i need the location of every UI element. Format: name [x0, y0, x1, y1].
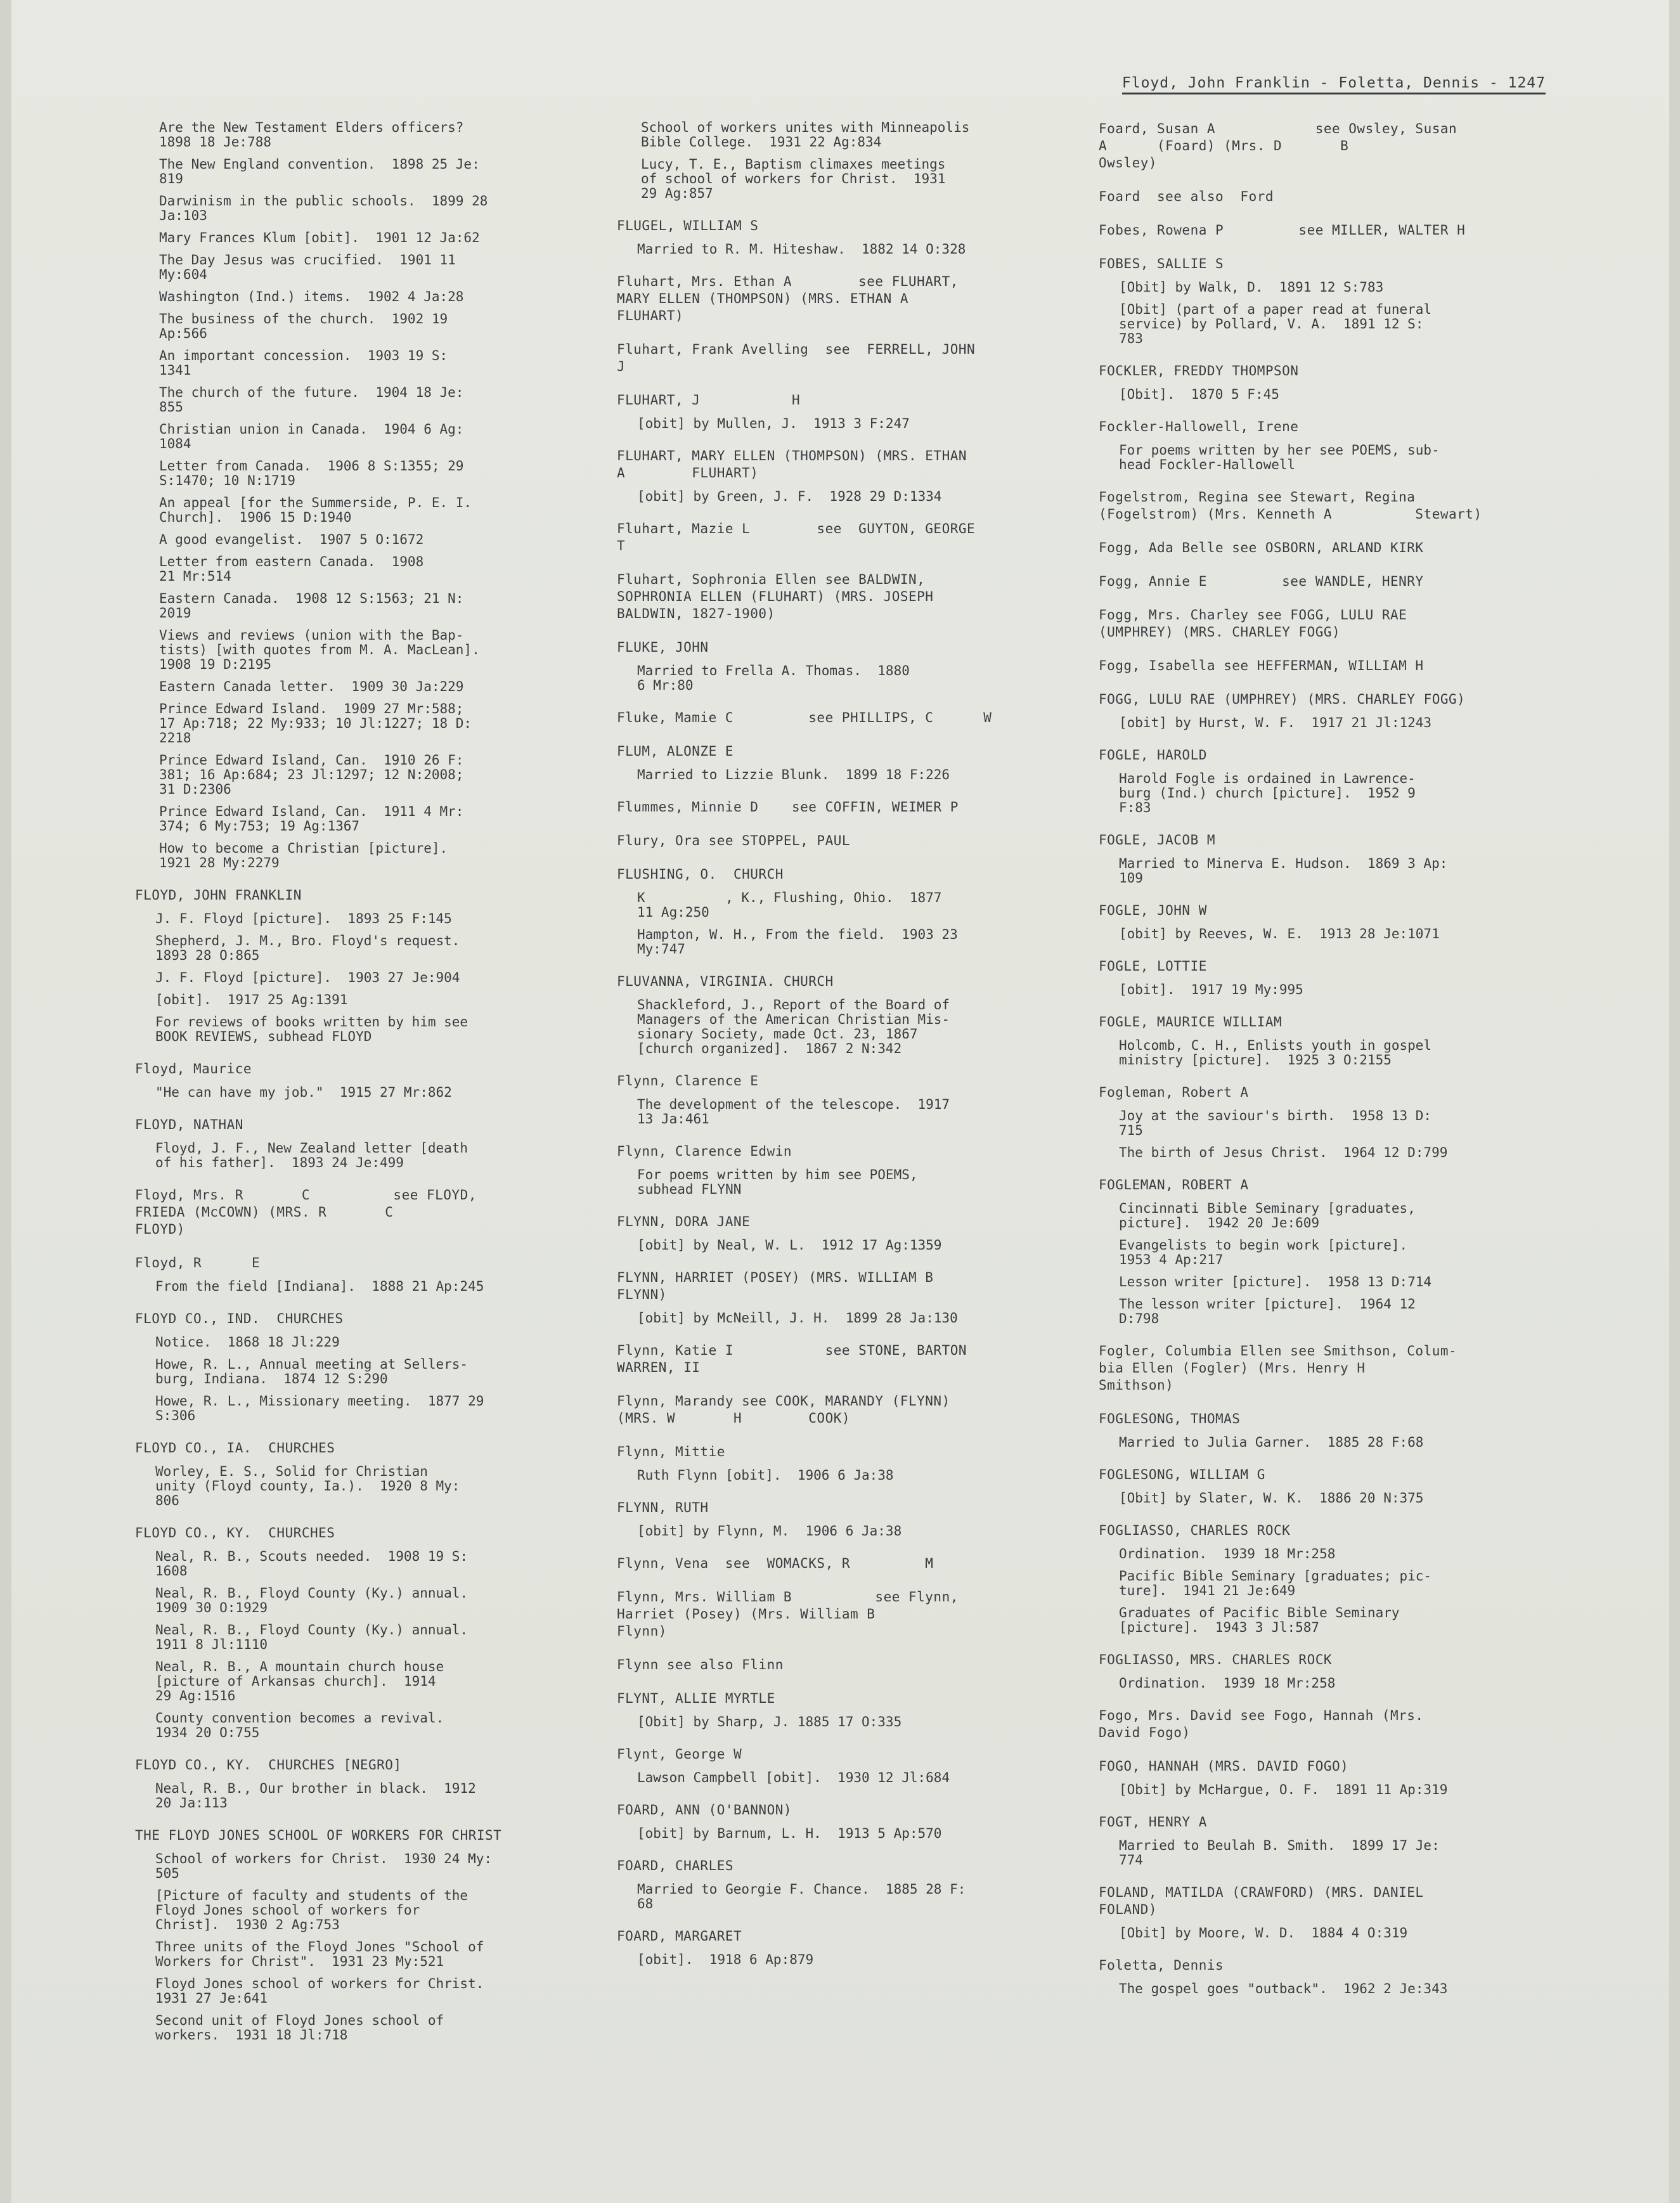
entry-citation: [obit] by Reeves, W. E. 1913 28 Je:1071 — [1119, 926, 1440, 941]
index-entry — [617, 1555, 1080, 1572]
entry-heading: Fogg, Mrs. Charley see FOGG, LULU RAE (UMPHREY) (MRS. CHARLEY FOGG) — [1099, 607, 1407, 640]
entry-citation: Mary Frances Klum [obit]. 1901 12 Ja:62 — [159, 230, 480, 245]
entry-heading: Fogler, Columbia Ellen see Smithson, Colum- bia Ellen (Fogler) (Mrs. Henry H Smithson) — [1099, 1343, 1457, 1393]
index-entry — [1099, 1884, 1555, 1941]
entry-citation: Joy at the saviour's birth. 1958 13 D: 715 — [1119, 1108, 1432, 1138]
entry-heading: Fluhart, Frank Avelling see FERRELL, JOHN J — [617, 342, 976, 374]
index-entry — [135, 1255, 566, 1294]
index-entry — [1099, 691, 1555, 730]
entry-heading: FLOYD CO., KY. CHURCHES — [135, 1525, 335, 1541]
entry-heading: Fluke, Mamie C see PHILLIPS, C W — [617, 710, 992, 725]
entry-citation: Harold Fogle is ordained in Lawrence- burg (Ind.) church [picture]. 1952 9 F:83 — [1119, 771, 1416, 815]
entry-citation: "He can have my job." 1915 27 Mr:862 — [155, 1085, 452, 1100]
index-entry — [1099, 657, 1555, 675]
entry-heading: Fockler-Hallowell, Irene — [1099, 419, 1299, 434]
entry-citation: [Obit] by Walk, D. 1891 12 S:783 — [1119, 280, 1384, 295]
entry-heading: FLUKE, JOHN — [617, 640, 709, 655]
entry-citation: [obit] by McNeill, J. H. 1899 28 Ja:130 — [637, 1310, 958, 1326]
entry-citation: [Obit] by Sharp, J. 1885 17 O:335 — [637, 1714, 902, 1729]
entry-citation: Evangelists to begin work [picture]. 1953 4 Ap:217 — [1119, 1237, 1408, 1267]
index-entry — [135, 1827, 566, 2043]
entry-heading: FLOYD, NATHAN — [135, 1117, 243, 1132]
entry-citation: The New England convention. 1898 25 Je: 819 — [159, 157, 480, 186]
index-entry — [1099, 120, 1555, 172]
entry-heading: FOARD, ANN (O'BANNON) — [617, 1802, 792, 1818]
entry-citation: Lawson Campbell [obit]. 1930 12 Jl:684 — [637, 1770, 950, 1785]
index-entry — [1099, 1411, 1555, 1450]
entry-citation: [Obit]. 1870 5 F:45 — [1119, 387, 1279, 402]
entry-citation: Howe, R. L., Missionary meeting. 1877 29 S:306 — [155, 1393, 484, 1423]
index-entry — [1099, 1084, 1555, 1160]
entry-citation: From the field [Indiana]. 1888 21 Ap:245 — [155, 1279, 484, 1294]
index-entry — [1099, 1651, 1555, 1691]
entry-citation: Married to Frella A. Thomas. 1880 6 Mr:80 — [637, 663, 910, 693]
entry-citation: Worley, E. S., Solid for Christian unity (Floyd county, Ia.). 1920 8 My: 806 — [155, 1464, 460, 1508]
entry-heading: FOARD, MARGARET — [617, 1928, 742, 1944]
index-entry — [617, 273, 1080, 325]
entry-heading: FOGLE, LOTTIE — [1099, 959, 1207, 974]
entry-heading: FLUGEL, WILLIAM S — [617, 218, 759, 233]
entry-citation: Letter from Canada. 1906 8 S:1355; 29 S:1470; 10 N:1719 — [159, 458, 464, 488]
entry-citation: J. F. Floyd [picture]. 1903 27 Je:904 — [155, 970, 460, 985]
entry-citation: Are the New Testament Elders officers? 1898 18 Je:788 — [159, 120, 464, 150]
entry-citation: [obit] by Flynn, M. 1906 6 Ja:38 — [637, 1523, 902, 1539]
index-entry — [617, 1657, 1080, 1674]
index-entry — [1099, 539, 1555, 557]
entry-heading: FLOYD, JOHN FRANKLIN — [135, 888, 302, 903]
index-entry — [135, 1440, 566, 1508]
entry-citation: Neal, R. B., A mountain church house [picture of Arkansas church]. 1914 29 Ag:1516 — [155, 1659, 444, 1703]
entry-citation: Married to Georgie F. Chance. 1885 28 F: 68 — [637, 1882, 966, 1911]
entry-citation: [Obit] by Slater, W. K. 1886 20 N:375 — [1119, 1490, 1424, 1506]
entry-citation: [Obit] by McHargue, O. F. 1891 11 Ap:319 — [1119, 1782, 1448, 1797]
column-2 — [617, 120, 1080, 1984]
entry-heading: FOGLESONG, WILLIAM G — [1099, 1467, 1265, 1482]
entry-heading: Fluhart, Sophronia Ellen see BALDWIN, SOPHRONIA ELLEN (FLUHART) (MRS. JOSEPH BALDWIN, 1827-1900) — [617, 572, 934, 621]
entry-heading: FLOYD CO., IA. CHURCHES — [135, 1440, 335, 1456]
entry-citation: A good evangelist. 1907 5 O:1672 — [159, 532, 424, 547]
index-entry — [135, 1187, 566, 1238]
entry-citation: For poems written by him see POEMS, subhead FLYNN — [637, 1167, 918, 1197]
entry-citation: Married to Beulah B. Smith. 1899 17 Je: 774 — [1119, 1838, 1440, 1868]
index-entry — [135, 120, 566, 870]
entry-citation: Christian union in Canada. 1904 6 Ag: 1084 — [159, 422, 464, 451]
entry-citation: [obit] by Hurst, W. F. 1917 21 Jl:1243 — [1119, 715, 1432, 730]
entry-heading: Floyd, R E — [135, 1255, 261, 1270]
entry-citation: Lesson writer [picture]. 1958 13 D:714 — [1119, 1274, 1432, 1289]
entry-citation: [obit] by Neal, W. L. 1912 17 Ag:1359 — [637, 1237, 942, 1253]
entry-citation: Eastern Canada. 1908 12 S:1563; 21 N: 2019 — [159, 591, 464, 621]
index-entry — [1099, 958, 1555, 997]
entry-citation: Neal, R. B., Floyd County (Ky.) annual. 1909 30 O:1929 — [155, 1586, 468, 1615]
index-entry — [135, 1310, 566, 1423]
index-entry — [617, 709, 1080, 727]
entry-heading: Flynn, Marandy see COOK, MARANDY (FLYNN) (MRS. W H COOK) — [617, 1393, 950, 1426]
index-entry — [617, 341, 1080, 375]
page-header: Floyd, John Franklin - Foletta, Dennis - 1247 — [1122, 75, 1546, 94]
index-entry — [617, 448, 1080, 504]
entry-citation: The business of the church. 1902 19 Ap:566 — [159, 311, 448, 341]
entry-heading: Fogg, Ada Belle see OSBORN, ARLAND KIRK — [1099, 540, 1424, 555]
entry-citation: School of workers for Christ. 1930 24 My: 505 — [155, 1851, 493, 1881]
entry-citation: Ruth Flynn [obit]. 1906 6 Ja:38 — [637, 1468, 894, 1483]
index-entry — [617, 520, 1080, 555]
entry-heading: Flynn see also Flinn — [617, 1657, 784, 1672]
index-entry — [617, 743, 1080, 782]
entry-heading: Flynt, George W — [617, 1747, 742, 1762]
entry-citation: [obit] by Green, J. F. 1928 29 D:1334 — [637, 489, 942, 504]
entry-citation: [Picture of faculty and students of the Floyd Jones school of workers for Christ]. 1930 2 Ag:753 — [155, 1888, 468, 1932]
entry-heading: Flynn, Katie I see STONE, BARTON WARREN, II — [617, 1343, 967, 1375]
entry-citation: [obit]. 1917 19 My:995 — [1119, 982, 1303, 997]
entry-heading: FOGLEMAN, ROBERT A — [1099, 1177, 1249, 1192]
entry-citation: The church of the future. 1904 18 Je: 855 — [159, 385, 464, 415]
index-entry — [1099, 222, 1555, 239]
index-entry — [617, 120, 1080, 201]
entry-heading: Fogelstrom, Regina see Stewart, Regina (Fogelstrom) (Mrs. Kenneth A Stewart) — [1099, 489, 1482, 522]
entry-citation: [Obit] by Moore, W. D. 1884 4 O:319 — [1119, 1925, 1408, 1941]
entry-citation: Shepherd, J. M., Bro. Floyd's request. 1893 28 O:865 — [155, 933, 460, 963]
index-entry — [617, 1393, 1080, 1427]
entry-citation: Washington (Ind.) items. 1902 4 Ja:28 — [159, 289, 464, 304]
entry-citation: County convention becomes a revival. 1934 20 O:755 — [155, 1710, 444, 1740]
index-entry — [617, 1746, 1080, 1785]
entry-citation: Prince Edward Island. 1909 27 Mr:588; 17 Ap:718; 22 My:933; 10 Jl:1227; 18 D: 2218 — [159, 701, 472, 746]
index-entry — [1099, 1522, 1555, 1635]
entry-citation: Pacific Bible Seminary [graduates; pic- ture]. 1941 21 Je:649 — [1119, 1568, 1432, 1598]
index-entry — [617, 1802, 1080, 1841]
entry-citation: Hampton, W. H., From the field. 1903 23 My:747 — [637, 927, 958, 957]
entry-heading: FLOYD CO., IND. CHURCHES — [135, 1311, 344, 1326]
entry-heading: FOGLIASSO, CHARLES ROCK — [1099, 1523, 1291, 1538]
index-entry — [617, 1073, 1080, 1127]
entry-citation: For poems written by her see POEMS, sub- head Fockler-Hallowell — [1119, 443, 1440, 472]
index-entry — [1099, 1343, 1555, 1394]
entry-heading: FOGLE, JOHN W — [1099, 903, 1207, 918]
entry-heading: FLUVANNA, VIRGINIA. CHURCH — [617, 974, 834, 989]
entry-citation: Floyd Jones school of workers for Christ. 1931 27 Je:641 — [155, 1976, 484, 2006]
index-entry — [617, 1269, 1080, 1326]
index-entry — [617, 1499, 1080, 1539]
index-entry — [1099, 363, 1555, 402]
index-entry — [617, 973, 1080, 1056]
index-entry — [135, 1525, 566, 1740]
index-entry — [1099, 1014, 1555, 1068]
entry-citation: An appeal [for the Summerside, P. E. I. Church]. 1906 15 D:1940 — [159, 495, 472, 525]
entry-citation: An important concession. 1903 19 S: 1341 — [159, 348, 448, 378]
entry-citation: Shackleford, J., Report of the Board of Managers of the American Christian Mis- sionary Society, made Oct. 23, 1867 [church organized]. 1867 2 N:342 — [637, 997, 950, 1056]
index-entry — [617, 832, 1080, 850]
index-entry — [1099, 1758, 1555, 1797]
entry-citation: Lucy, T. E., Baptism climaxes meetings of school of workers for Christ. 1931 29 Ag:857 — [641, 157, 946, 201]
entry-citation: The development of the telescope. 1917 13 Ja:461 — [637, 1097, 950, 1127]
index-entry — [617, 1444, 1080, 1483]
entry-citation: [obit]. 1917 25 Ag:1391 — [155, 992, 348, 1007]
entry-citation: Ordination. 1939 18 Mr:258 — [1119, 1546, 1336, 1561]
entry-citation: Ordination. 1939 18 Mr:258 — [1119, 1676, 1336, 1691]
entry-citation: School of workers unites with Minneapolis Bible College. 1931 22 Ag:834 — [641, 120, 970, 150]
entry-citation: Married to R. M. Hiteshaw. 1882 14 O:328 — [637, 242, 966, 257]
index-entry — [617, 866, 1080, 957]
entry-citation: Prince Edward Island, Can. 1910 26 F: 381; 16 Ap:684; 23 Jl:1297; 12 N:2008; 31 D:2306 — [159, 753, 464, 797]
column-3 — [1099, 120, 1555, 2013]
entry-citation: The Day Jesus was crucified. 1901 11 My:604 — [159, 252, 456, 282]
index-entry — [135, 1757, 566, 1811]
entry-heading: FOGT, HENRY A — [1099, 1814, 1207, 1830]
entry-heading: FOGLESONG, THOMAS — [1099, 1411, 1241, 1426]
index-entry — [135, 1061, 566, 1100]
entry-heading: FLYNN, HARRIET (POSEY) (MRS. WILLIAM B FLYNN) — [617, 1270, 934, 1302]
entry-heading: FLYNT, ALLIE MYRTLE — [617, 1691, 775, 1706]
entry-heading: FLUSHING, O. CHURCH — [617, 867, 784, 882]
entry-heading: Fogg, Isabella see HEFFERMAN, WILLIAM H — [1099, 658, 1424, 673]
column-1 — [135, 120, 566, 2059]
entry-citation: Neal, R. B., Our brother in black. 1912 20 Ja:113 — [155, 1781, 476, 1811]
entry-heading: Fogg, Annie E see WANDLE, HENRY — [1099, 574, 1424, 589]
index-entry — [617, 639, 1080, 693]
entry-citation: Howe, R. L., Annual meeting at Sellers- burg, Indiana. 1874 12 S:290 — [155, 1357, 468, 1386]
entry-citation: Darwinism in the public schools. 1899 28 Ja:103 — [159, 193, 488, 223]
entry-citation: [Obit] (part of a paper read at funeral service) by Pollard, V. A. 1891 12 S: 783 — [1119, 302, 1432, 346]
index-entry — [1099, 1957, 1555, 1996]
entry-citation: Views and reviews (union with the Bap- tists) [with quotes from M. A. MacLean]. 1908 19 D:2195 — [159, 628, 480, 672]
entry-citation: Cincinnati Bible Seminary [graduates, picture]. 1942 20 Je:609 — [1119, 1201, 1416, 1231]
entry-citation: Graduates of Pacific Bible Seminary [picture]. 1943 3 Jl:587 — [1119, 1605, 1400, 1635]
entry-citation: Second unit of Floyd Jones school of workers. 1931 18 Jl:718 — [155, 2013, 444, 2043]
entry-heading: FOLAND, MATILDA (CRAWFORD) (MRS. DANIEL FOLAND) — [1099, 1885, 1424, 1917]
index-entry — [1099, 418, 1555, 472]
entry-heading: FLUHART, J H — [617, 392, 801, 408]
index-entry — [617, 1342, 1080, 1376]
entry-heading: FOGLE, HAROLD — [1099, 747, 1207, 763]
entry-heading: Fluhart, Mrs. Ethan A see FLUHART, MARY ELLEN (THOMPSON) (MRS. ETHAN A FLUHART) — [617, 274, 959, 323]
entry-heading: FLUM, ALONZE E — [617, 744, 734, 759]
entry-citation: Holcomb, C. H., Enlists youth in gospel ministry [picture]. 1925 3 O:2155 — [1119, 1038, 1432, 1068]
index-entry — [617, 1928, 1080, 1967]
entry-heading: FOBES, SALLIE S — [1099, 256, 1224, 271]
entry-heading: FOGO, HANNAH (MRS. DAVID FOGO) — [1099, 1759, 1349, 1774]
index-entry — [1099, 1466, 1555, 1506]
index-entry — [1099, 747, 1555, 815]
entry-heading: FLYNN, DORA JANE — [617, 1214, 751, 1229]
entry-heading: Flury, Ora see STOPPEL, PAUL — [617, 833, 851, 848]
index-entry — [617, 1690, 1080, 1729]
entry-citation: Married to Lizzie Blunk. 1899 18 F:226 — [637, 767, 950, 782]
index-entry — [617, 217, 1080, 257]
entry-citation: The lesson writer [picture]. 1964 12 D:798 — [1119, 1296, 1416, 1326]
entry-heading: Flynn, Mittie — [617, 1444, 725, 1459]
entry-heading: FLYNN, RUTH — [617, 1500, 709, 1515]
entry-citation: Neal, R. B., Scouts needed. 1908 19 S: 1608 — [155, 1549, 468, 1579]
index-entry — [1099, 1814, 1555, 1868]
entry-heading: THE FLOYD JONES SCHOOL OF WORKERS FOR CHRIST — [135, 1828, 502, 1843]
index-entry — [1099, 832, 1555, 886]
index-entry — [1099, 188, 1555, 205]
entry-heading: FLUHART, MARY ELLEN (THOMPSON) (MRS. ETHAN A FLUHART) — [617, 448, 967, 481]
entry-heading: Flynn, Clarence Edwin — [617, 1144, 792, 1159]
entry-citation: How to become a Christian [picture]. 1921 28 My:2279 — [159, 841, 448, 870]
entry-heading: Fogo, Mrs. David see Fogo, Hannah (Mrs. David Fogo) — [1099, 1708, 1424, 1740]
entry-citation: Married to Julia Garner. 1885 28 F:68 — [1119, 1435, 1424, 1450]
entry-heading: Flynn, Vena see WOMACKS, R M — [617, 1556, 934, 1571]
entry-citation: For reviews of books written by him see BOOK REVIEWS, subhead FLOYD — [155, 1014, 468, 1044]
entry-heading: FOGG, LULU RAE (UMPHREY) (MRS. CHARLEY FOGG) — [1099, 692, 1466, 707]
entry-citation: The gospel goes "outback". 1962 2 Je:343 — [1119, 1981, 1448, 1996]
index-entry — [135, 1116, 566, 1170]
entry-citation: [obit]. 1918 6 Ap:879 — [637, 1952, 814, 1967]
entry-citation: Married to Minerva E. Hudson. 1869 3 Ap: 109 — [1119, 856, 1448, 886]
entry-citation: Floyd, J. F., New Zealand letter [death of his father]. 1893 24 Je:499 — [155, 1140, 468, 1170]
entry-heading: FLOYD CO., KY. CHURCHES [NEGRO] — [135, 1757, 402, 1773]
entry-heading: Floyd, Mrs. R C see FLOYD, FRIEDA (McCOWN) (MRS. R C FLOYD) — [135, 1187, 477, 1237]
entry-heading: Foard see also Ford — [1099, 189, 1274, 204]
entry-heading: Fogleman, Robert A — [1099, 1085, 1249, 1100]
index-entry — [135, 887, 566, 1044]
entry-heading: Fobes, Rowena P see MILLER, WALTER H — [1099, 223, 1466, 238]
entry-heading: Flynn, Mrs. William B see Flynn, Harriet (Posey) (Mrs. William B Flynn) — [617, 1589, 959, 1639]
entry-heading: FOGLIASSO, MRS. CHARLES ROCK — [1099, 1652, 1333, 1667]
entry-heading: Foard, Susan A see Owsley, Susan A (Foard) (Mrs. D B Owsley) — [1099, 121, 1457, 171]
entry-citation: Neal, R. B., Floyd County (Ky.) annual. 1911 8 Jl:1110 — [155, 1622, 468, 1652]
index-entry — [1099, 607, 1555, 641]
entry-heading: FOARD, CHARLES — [617, 1858, 734, 1873]
entry-heading: FOCKLER, FREDDY THOMPSON — [1099, 363, 1299, 378]
index-entry — [1099, 1707, 1555, 1741]
entry-citation: Eastern Canada letter. 1909 30 Ja:229 — [159, 679, 464, 694]
index-entry — [617, 1143, 1080, 1197]
entry-heading: FOGLE, JACOB M — [1099, 832, 1216, 848]
index-entry — [617, 1213, 1080, 1253]
index-entry — [1099, 255, 1555, 346]
index-entry — [1099, 573, 1555, 590]
index-page — [11, 0, 1669, 2203]
index-entry — [1099, 902, 1555, 941]
index-entry — [617, 799, 1080, 816]
entry-heading: Floyd, Maurice — [135, 1061, 252, 1076]
index-entry — [617, 1857, 1080, 1911]
index-entry — [1099, 1177, 1555, 1326]
entry-citation: Letter from eastern Canada. 1908 21 Mr:514 — [159, 554, 424, 584]
entry-citation: The birth of Jesus Christ. 1964 12 D:799 — [1119, 1145, 1448, 1160]
entry-heading: Flummes, Minnie D see COFFIN, WEIMER P — [617, 799, 959, 815]
entry-citation: [obit] by Barnum, L. H. 1913 5 Ap:570 — [637, 1826, 942, 1841]
entry-heading: FOGLE, MAURICE WILLIAM — [1099, 1014, 1283, 1030]
index-entry — [617, 392, 1080, 431]
entry-citation: Three units of the Floyd Jones "School of Workers for Christ". 1931 23 My:521 — [155, 1939, 484, 1969]
entry-citation: Prince Edward Island, Can. 1911 4 Mr: 374; 6 My:753; 19 Ag:1367 — [159, 804, 464, 834]
index-entry — [1099, 489, 1555, 523]
entry-citation: J. F. Floyd [picture]. 1893 25 F:145 — [155, 911, 452, 926]
entry-heading: Flynn, Clarence E — [617, 1073, 759, 1089]
entry-citation: [obit] by Mullen, J. 1913 3 F:247 — [637, 416, 910, 431]
entry-citation: K , K., Flushing, Ohio. 1877 11 Ag:250 — [637, 890, 942, 920]
entry-heading: Foletta, Dennis — [1099, 1958, 1224, 1973]
index-entry — [617, 1589, 1080, 1640]
entry-citation: Notice. 1868 18 Jl:229 — [155, 1334, 340, 1350]
index-entry — [617, 571, 1080, 623]
entry-heading: Fluhart, Mazie L see GUYTON, GEORGE T — [617, 521, 976, 553]
